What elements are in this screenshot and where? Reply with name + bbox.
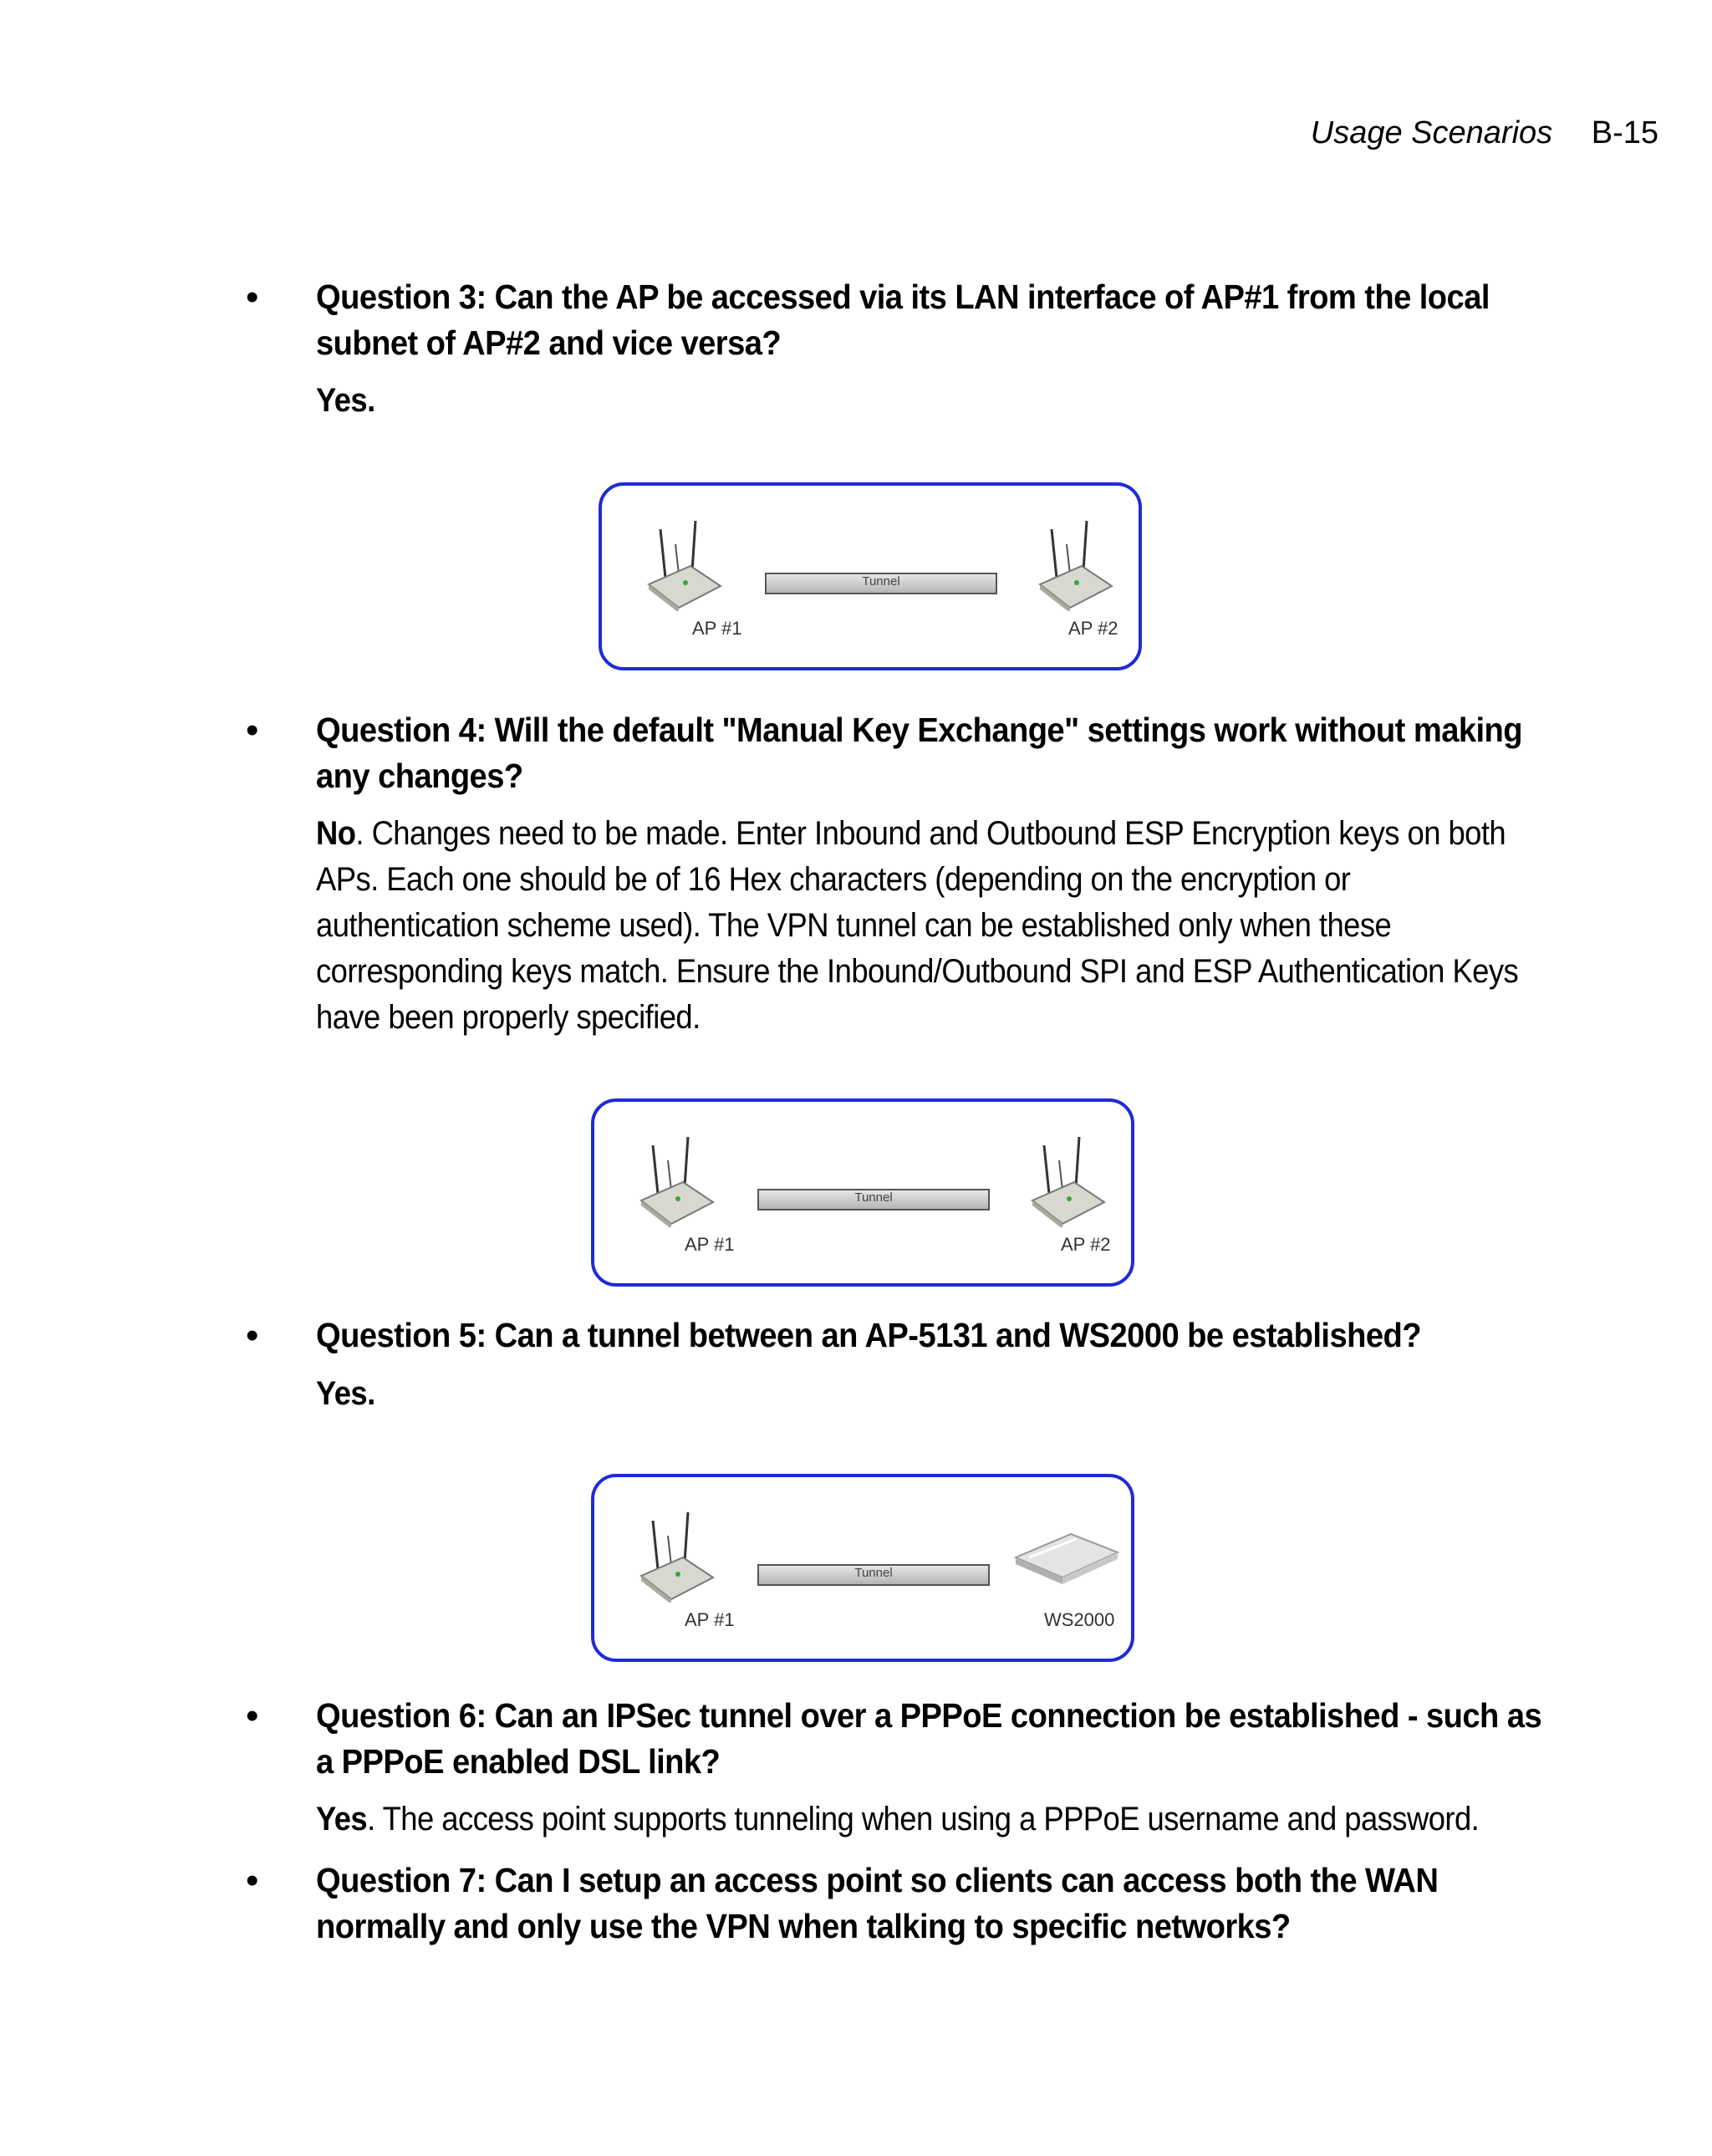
running-header (1311, 115, 1658, 151)
answer-body: . Changes need to be made. Enter Inbound and Outbound ESP Encryption keys on both APs. Each one should be of 16 Hex characters (depending on the encryption or authentication scheme used). The VPN tunnel can be established only when these corresponding keys match. Ensure the Inbound/Outbound SPI and ESP Authentication Keys have been properly specified. (316, 815, 1519, 1036)
bullet: • (246, 1860, 259, 1901)
access-point-icon (642, 519, 726, 611)
answer-bold: Yes. (316, 1375, 375, 1412)
bullet: • (246, 710, 259, 751)
answer-text (316, 1371, 1533, 1417)
tunnel-diagram-2 (591, 1098, 1134, 1287)
right-device-label: AP #2 (1061, 1234, 1111, 1255)
answer-bold: Yes (316, 1801, 368, 1837)
access-point-icon (1033, 519, 1117, 611)
tunnel-bar (757, 1564, 990, 1586)
answer-text (316, 378, 1533, 424)
left-device-label: AP #1 (685, 1234, 735, 1255)
left-device-label: AP #1 (685, 1609, 735, 1630)
right-device-label: AP #2 (1068, 618, 1118, 639)
question-text: Question 6: Can an IPSec tunnel over a PPPoE connection be established - such as a PPPoE enabled DSL link? (316, 1696, 1542, 1781)
access-point-icon (634, 1511, 718, 1603)
answer-text (316, 1797, 1533, 1843)
tunnel-label: Tunnel (862, 574, 900, 589)
right-device-label: WS2000 (1044, 1609, 1115, 1630)
answer-bold: Yes. (316, 382, 375, 419)
answer-text (316, 811, 1533, 1041)
bullet: • (246, 277, 259, 318)
bullet: • (246, 1315, 259, 1356)
question-text: Question 4: Will the default "Manual Key Exchange" settings work without making any changes? (316, 711, 1522, 795)
left-device-label: AP #1 (692, 618, 742, 639)
access-point-icon (1026, 1135, 1109, 1227)
tunnel-bar (765, 573, 997, 594)
question-text: Question 5: Can a tunnel between an AP-5131 and WS2000 be established? (316, 1316, 1421, 1354)
tunnel-label: Tunnel (854, 1566, 893, 1580)
page-number: B-15 (1591, 115, 1658, 150)
tunnel-diagram-3 (591, 1474, 1134, 1662)
tunnel-label: Tunnel (854, 1190, 893, 1205)
access-point-icon (634, 1135, 718, 1227)
tunnel-bar (757, 1189, 990, 1211)
switch-device-icon (1012, 1527, 1121, 1586)
answer-bold: No (316, 815, 356, 852)
section-title: Usage Scenarios (1310, 115, 1553, 150)
question-text: Question 7: Can I setup an access point so clients can access both the WAN normally and only use the VPN when talking to specific networks? (316, 1861, 1439, 1945)
bullet: • (246, 1695, 259, 1736)
tunnel-diagram-1 (599, 482, 1142, 670)
answer-body: . The access point supports tunneling when using a PPPoE username and password. (367, 1801, 1480, 1837)
question-text: Question 3: Can the AP be accessed via its LAN interface of AP#1 from the local subnet of AP#2 and vice versa? (316, 278, 1490, 362)
